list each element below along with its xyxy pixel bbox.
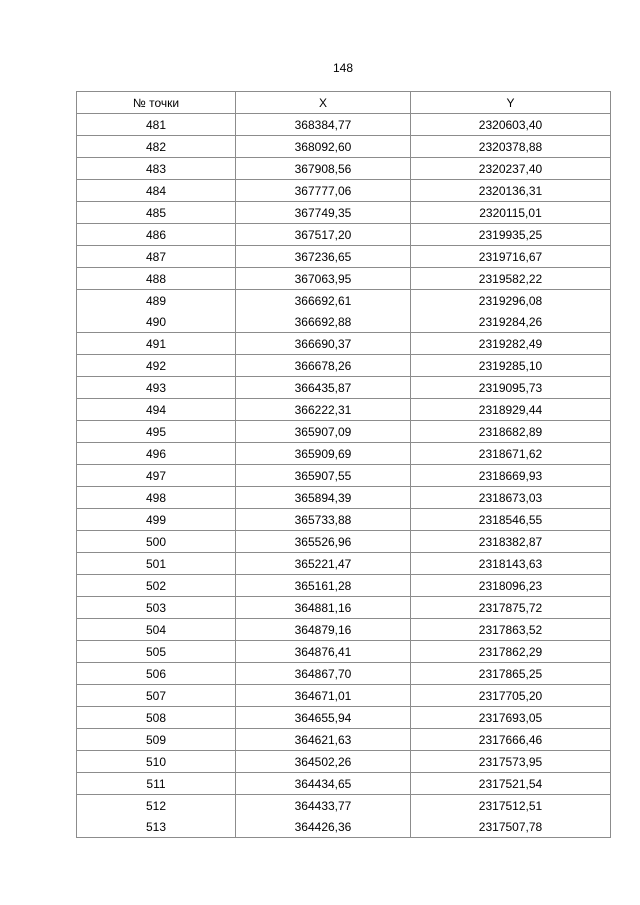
cell-point-number: 509 [77,729,236,751]
table-row [77,663,611,685]
cell-point-number: 489 [77,290,236,312]
cell-y: 2317512,51 [411,795,611,817]
cell-point-number: 486 [77,224,236,246]
cell-point-number: 504 [77,619,236,641]
cell-y: 2317573,95 [411,751,611,773]
cell-x: 364434,65 [236,773,411,795]
table-row [77,268,611,290]
page-number: 148 [332,61,354,75]
cell-y: 2319296,08 [411,290,611,312]
cell-x: 364621,63 [236,729,411,751]
table-row [77,465,611,487]
cell-y: 2317507,78 [411,816,611,838]
cell-x: 368384,77 [236,114,411,136]
cell-point-number: 507 [77,685,236,707]
cell-x: 366435,87 [236,377,411,399]
cell-point-number: 495 [77,421,236,443]
table-row [77,114,611,136]
cell-x: 367908,56 [236,158,411,180]
cell-x: 366690,37 [236,333,411,355]
cell-point-number: 491 [77,333,236,355]
table-row [77,751,611,773]
cell-x: 367517,20 [236,224,411,246]
cell-y: 2318673,03 [411,487,611,509]
cell-x: 367236,65 [236,246,411,268]
cell-x: 364876,41 [236,641,411,663]
cell-y: 2318682,89 [411,421,611,443]
cell-y: 2318671,62 [411,443,611,465]
table-row [77,421,611,443]
cell-x: 365526,96 [236,531,411,553]
table-row [77,246,611,268]
cell-x: 364426,36 [236,816,411,838]
cell-y: 2318929,44 [411,399,611,421]
cell-point-number: 483 [77,158,236,180]
cell-y: 2320136,31 [411,180,611,202]
cell-point-number: 497 [77,465,236,487]
cell-point-number: 494 [77,399,236,421]
cell-x: 364433,77 [236,795,411,817]
cell-x: 366222,31 [236,399,411,421]
cell-y: 2319284,26 [411,311,611,333]
table-row [77,509,611,531]
cell-y: 2320378,88 [411,136,611,158]
cell-x: 366678,26 [236,355,411,377]
cell-y: 2318382,87 [411,531,611,553]
cell-point-number: 482 [77,136,236,158]
cell-point-number: 506 [77,663,236,685]
cell-point-number: 512 [77,795,236,817]
cell-y: 2319285,10 [411,355,611,377]
table-row [77,333,611,355]
table-body [77,114,611,838]
cell-y: 2319282,49 [411,333,611,355]
cell-x: 365907,09 [236,421,411,443]
table-row [77,816,611,838]
cell-y: 2317865,25 [411,663,611,685]
table-row [77,311,611,333]
cell-y: 2317666,46 [411,729,611,751]
cell-point-number: 484 [77,180,236,202]
cell-point-number: 488 [77,268,236,290]
cell-x: 367063,95 [236,268,411,290]
cell-y: 2318546,55 [411,509,611,531]
cell-x: 365221,47 [236,553,411,575]
cell-x: 365733,88 [236,509,411,531]
table-row [77,729,611,751]
cell-y: 2317521,54 [411,773,611,795]
cell-y: 2317705,20 [411,685,611,707]
table-row [77,685,611,707]
cell-x: 365894,39 [236,487,411,509]
cell-point-number: 498 [77,487,236,509]
cell-point-number: 501 [77,553,236,575]
cell-point-number: 493 [77,377,236,399]
cell-point-number: 510 [77,751,236,773]
cell-y: 2320603,40 [411,114,611,136]
cell-point-number: 490 [77,311,236,333]
cell-x: 367777,06 [236,180,411,202]
cell-x: 366692,88 [236,311,411,333]
column-header-point-number: № точки [77,92,236,114]
cell-y: 2318669,93 [411,465,611,487]
table-row [77,136,611,158]
cell-y: 2319935,25 [411,224,611,246]
cell-x: 365907,55 [236,465,411,487]
cell-y: 2318096,23 [411,575,611,597]
cell-y: 2318143,63 [411,553,611,575]
cell-x: 366692,61 [236,290,411,312]
cell-x: 364671,01 [236,685,411,707]
table-row [77,290,611,312]
cell-point-number: 503 [77,597,236,619]
cell-x: 364502,26 [236,751,411,773]
cell-y: 2317875,72 [411,597,611,619]
cell-point-number: 485 [77,202,236,224]
cell-point-number: 511 [77,773,236,795]
cell-y: 2319582,22 [411,268,611,290]
table-row [77,575,611,597]
table-row [77,443,611,465]
cell-point-number: 502 [77,575,236,597]
table-row [77,553,611,575]
column-header-x: X [236,92,411,114]
coordinates-table [76,91,611,838]
cell-x: 364867,70 [236,663,411,685]
cell-x: 367749,35 [236,202,411,224]
cell-point-number: 513 [77,816,236,838]
cell-y: 2320237,40 [411,158,611,180]
cell-x: 368092,60 [236,136,411,158]
cell-y: 2320115,01 [411,202,611,224]
table-row [77,531,611,553]
cell-point-number: 496 [77,443,236,465]
cell-point-number: 481 [77,114,236,136]
cell-x: 364879,16 [236,619,411,641]
cell-x: 365909,69 [236,443,411,465]
cell-y: 2317862,29 [411,641,611,663]
cell-point-number: 500 [77,531,236,553]
table-row [77,377,611,399]
cell-x: 365161,28 [236,575,411,597]
cell-x: 364881,16 [236,597,411,619]
cell-point-number: 505 [77,641,236,663]
table-row [77,795,611,817]
table-row [77,224,611,246]
table-row [77,707,611,729]
table-row [77,180,611,202]
cell-point-number: 508 [77,707,236,729]
table-row [77,641,611,663]
table-header-row [77,92,611,114]
table-row [77,355,611,377]
cell-point-number: 492 [77,355,236,377]
cell-x: 364655,94 [236,707,411,729]
table-row [77,597,611,619]
table-row [77,773,611,795]
cell-y: 2319095,73 [411,377,611,399]
cell-y: 2317863,52 [411,619,611,641]
cell-point-number: 499 [77,509,236,531]
table-row [77,487,611,509]
table-row [77,619,611,641]
cell-y: 2317693,05 [411,707,611,729]
table-row [77,158,611,180]
cell-y: 2319716,67 [411,246,611,268]
table-row [77,399,611,421]
cell-point-number: 487 [77,246,236,268]
table-row [77,202,611,224]
column-header-y: Y [411,92,611,114]
